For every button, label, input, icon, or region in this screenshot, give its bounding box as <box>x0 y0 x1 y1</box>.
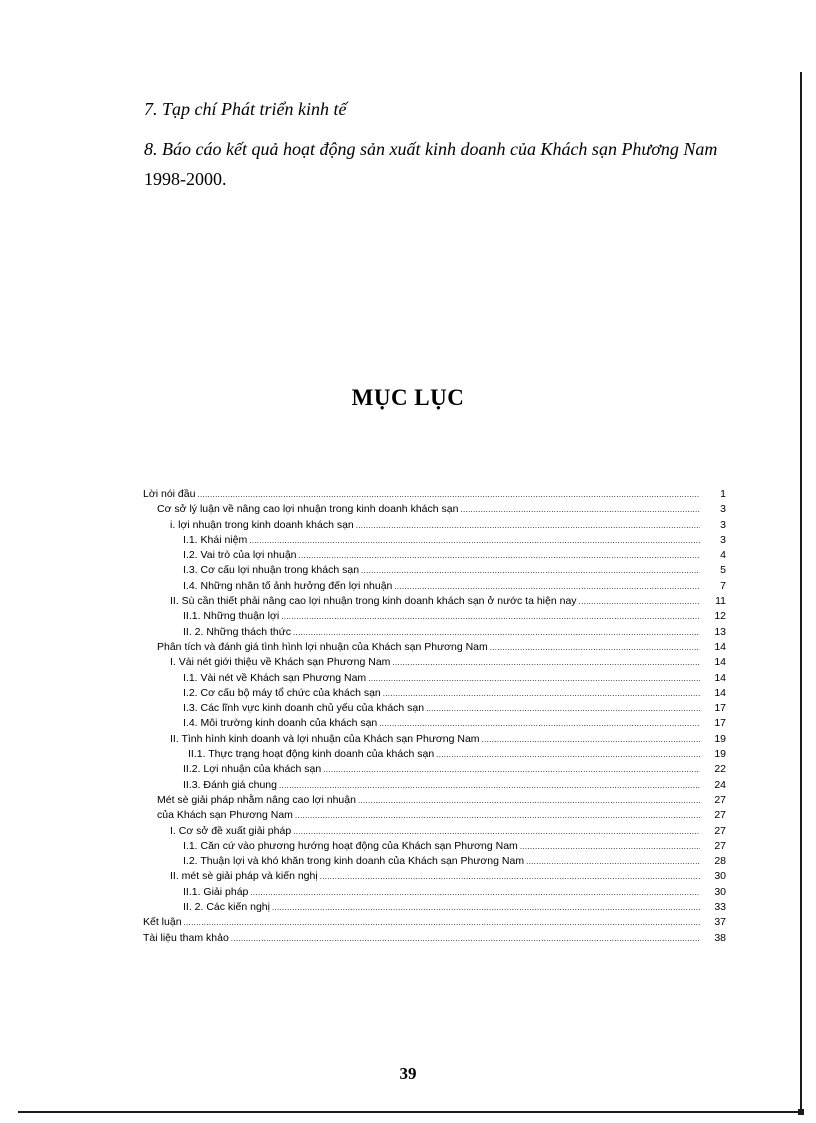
toc-entry-label: Kết luận <box>143 916 182 929</box>
toc-entry-page: 3 <box>720 518 726 531</box>
toc-entry-page: 4 <box>720 549 726 562</box>
toc-entry[interactable] <box>143 487 726 502</box>
toc-entry-page: 33 <box>714 901 726 914</box>
toc-entry-page: 30 <box>714 870 726 883</box>
toc-entry-page: 1 <box>720 488 726 500</box>
toc-entry-label: I.1. Vài nét về Khách sạn Phương Nam <box>183 671 367 684</box>
toc-entry[interactable] <box>143 885 726 900</box>
toc-entry-label: II.1. Giải pháp <box>183 885 249 898</box>
page-number: 39 <box>399 1064 417 1083</box>
toc-entry-label: II. 2. Các kiến nghị <box>183 901 270 914</box>
toc-entry[interactable] <box>143 869 726 884</box>
toc-entry-label: II.2. Lợi nhuận của khách sạn <box>183 763 322 776</box>
toc-entry-label: I. Vài nét giới thiệu về Khách sạn Phương Nam <box>170 656 391 669</box>
toc-leader-dots <box>197 487 700 502</box>
toc-entry[interactable] <box>143 900 726 915</box>
toc-entry-page: 37 <box>714 916 726 929</box>
toc-entry-page: 22 <box>714 763 726 776</box>
reference-item <box>144 94 734 124</box>
reference-list <box>144 94 734 204</box>
toc-leader-dots <box>293 824 700 839</box>
toc-entry-label: Cơ sở lý luận về nâng cao lợi nhuận trong kinh doanh khách sạn <box>157 503 459 516</box>
toc-entry[interactable] <box>143 793 726 808</box>
toc-entry-label: I. Cơ sở đề xuất giải pháp <box>170 824 292 837</box>
toc-entry-label: II. 2. Những thách thức <box>183 625 292 638</box>
toc-leader-dots <box>231 931 700 946</box>
toc-entry-page: 13 <box>714 625 726 638</box>
toc-entry[interactable] <box>143 915 726 930</box>
toc-entry[interactable] <box>143 563 726 578</box>
toc-entry-page: 27 <box>714 793 726 806</box>
toc-leader-dots <box>436 747 700 762</box>
page-border-corner <box>798 1109 804 1115</box>
toc-entry[interactable] <box>143 533 726 548</box>
page-border-bottom <box>18 1111 803 1113</box>
toc-entry-label: I.3. Các lĩnh vực kinh doanh chủ yếu của khách sạn <box>183 702 425 715</box>
toc-leader-dots <box>295 808 700 823</box>
toc-entry-label: II. Sù cần thiết phải nâng cao lợi nhuận trong kinh doanh khách sạn ở nước ta hiện nay <box>170 595 577 608</box>
toc-entry[interactable] <box>143 732 726 747</box>
toc-entry-page: 27 <box>714 809 726 822</box>
toc-entry-page: 14 <box>714 640 726 653</box>
toc-entry[interactable] <box>143 594 726 609</box>
toc-entry-label: Tài liệu tham khảo <box>143 931 229 944</box>
toc-entry-label: I.1. Khái niệm <box>183 533 248 546</box>
toc-leader-dots <box>279 778 700 793</box>
toc-entry[interactable] <box>143 701 726 716</box>
toc-leader-dots <box>520 839 700 854</box>
toc-entry-page: 27 <box>714 839 726 852</box>
reference-text: 7. Tạp chí Phát triển kinh tế <box>144 99 347 119</box>
toc-leader-dots <box>293 625 700 640</box>
toc-entry[interactable] <box>143 762 726 777</box>
toc-entry-label: I.2. Thuận lợi và khó khăn trong kinh doanh của Khách sạn Phương Nam <box>183 855 525 868</box>
toc-leader-dots <box>383 686 700 701</box>
toc-title: MỤC LỤC <box>351 385 465 410</box>
toc-entry[interactable] <box>143 808 726 823</box>
toc-entry[interactable] <box>143 839 726 854</box>
toc-entry-label: i. lợi nhuận trong kinh doanh khách sạn <box>170 518 354 531</box>
toc-entry-label: I.2. Vai trò của lợi nhuận <box>183 549 297 562</box>
toc-entry-label: I.3. Cơ cấu lợi nhuận trong khách sạn <box>183 564 360 577</box>
toc-entry[interactable] <box>143 747 726 762</box>
table-of-contents <box>143 487 726 946</box>
toc-entry-page: 11 <box>715 595 726 608</box>
toc-entry[interactable] <box>143 655 726 670</box>
toc-entry-label: II.1. Những thuận lợi <box>183 610 280 623</box>
toc-entry[interactable] <box>143 518 726 533</box>
toc-entry-page: 12 <box>714 610 726 623</box>
page-border-right <box>800 72 802 1112</box>
toc-leader-dots <box>361 563 700 578</box>
toc-entry[interactable] <box>143 778 726 793</box>
toc-entry-page: 5 <box>720 564 726 577</box>
toc-entry-page: 3 <box>720 533 726 546</box>
toc-entry[interactable] <box>143 548 726 563</box>
toc-leader-dots <box>490 640 700 655</box>
toc-entry[interactable] <box>143 671 726 686</box>
toc-entry-page: 7 <box>720 579 726 592</box>
toc-entry-label: II. Tình hình kinh doanh và lợi nhuận của Khách sạn Phương Nam <box>170 732 480 745</box>
toc-entry-label: II.1. Thực trạng hoạt động kinh doanh của khách sạn <box>188 748 435 761</box>
toc-entry-page: 14 <box>714 686 726 699</box>
toc-entry-page: 14 <box>714 656 726 669</box>
toc-entry[interactable] <box>143 686 726 701</box>
toc-entry[interactable] <box>143 716 726 731</box>
toc-entry-label: Phân tích và đánh giá tình hình lợi nhuận của Khách sạn Phương Nam <box>157 640 488 653</box>
toc-entry[interactable] <box>143 931 726 946</box>
toc-entry-page: 19 <box>714 748 726 761</box>
toc-entry-page: 3 <box>720 503 726 516</box>
toc-leader-dots <box>272 900 700 915</box>
toc-entry[interactable] <box>143 609 726 624</box>
toc-entry[interactable] <box>143 625 726 640</box>
toc-leader-dots <box>579 594 700 609</box>
toc-leader-dots <box>526 854 700 869</box>
toc-entry[interactable] <box>143 579 726 594</box>
toc-entry-label: I.4. Những nhân tố ảnh hưởng đến lợi nhuận <box>183 579 393 592</box>
toc-leader-dots <box>358 793 700 808</box>
toc-entry-label: Lời nói đầu <box>143 488 196 500</box>
toc-entry-page: 19 <box>714 732 726 745</box>
toc-entry-label: I.1. Căn cứ vào phương hướng hoạt động của Khách sạn Phương Nam <box>183 839 518 852</box>
toc-leader-dots <box>281 609 700 624</box>
toc-entry-page: 38 <box>714 931 726 944</box>
toc-entry-label: II. mét sè giải pháp và kiến nghị <box>170 870 318 883</box>
toc-leader-dots <box>368 671 700 686</box>
toc-leader-dots <box>482 732 700 747</box>
toc-leader-dots <box>379 716 700 731</box>
toc-entry-label: II.3. Đánh giá chung <box>183 778 277 791</box>
toc-leader-dots <box>184 915 700 930</box>
toc-entry-page: 30 <box>714 885 726 898</box>
toc-entry-label: Mét sè giải pháp nhằm nâng cao lợi nhuận <box>157 793 356 806</box>
toc-entry[interactable] <box>143 854 726 869</box>
reference-item <box>144 134 734 194</box>
toc-leader-dots <box>392 655 700 670</box>
toc-entry-label: I.2. Cơ cấu bộ máy tổ chức của khách sạn <box>183 686 381 699</box>
toc-leader-dots <box>394 579 700 594</box>
toc-leader-dots <box>426 701 700 716</box>
toc-leader-dots <box>356 518 700 533</box>
toc-entry-label: I.4. Môi trường kinh doanh của khách sạn <box>183 717 378 730</box>
toc-leader-dots <box>323 762 700 777</box>
toc-entry-page: 28 <box>714 855 726 868</box>
reference-text: 8. Báo cáo kết quả hoạt động sản xuất kinh doanh của Khách sạn Phương Nam <box>144 139 718 159</box>
toc-entry-page: 17 <box>714 717 726 730</box>
toc-entry-page: 27 <box>714 824 726 837</box>
toc-leader-dots <box>299 548 700 563</box>
toc-entry[interactable] <box>143 502 726 517</box>
toc-leader-dots <box>320 869 700 884</box>
toc-entry[interactable] <box>143 824 726 839</box>
toc-entry-page: 24 <box>714 778 726 791</box>
toc-leader-dots <box>250 885 700 900</box>
toc-entry-label: của Khách sạn Phương Nam <box>157 809 293 822</box>
toc-leader-dots <box>249 533 700 548</box>
reference-years: 1998-2000. <box>144 169 227 189</box>
toc-leader-dots <box>460 502 700 517</box>
toc-entry-page: 17 <box>714 702 726 715</box>
toc-entry[interactable] <box>143 640 726 655</box>
toc-entry-page: 14 <box>714 671 726 684</box>
